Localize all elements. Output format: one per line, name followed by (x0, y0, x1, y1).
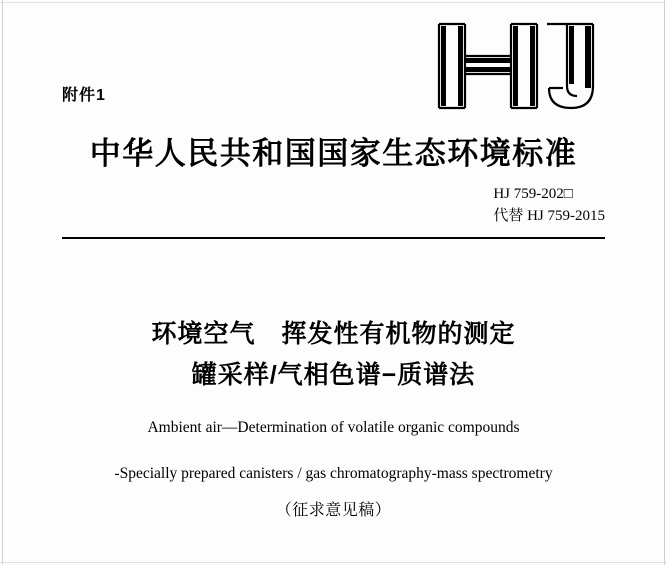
english-title-line-1: Ambient air—Determination of volatile organic compounds (147, 419, 520, 436)
hj-logo-icon (425, 18, 605, 113)
standard-code-block (493, 184, 605, 228)
standard-code: HJ 759-202□ (493, 186, 573, 202)
page-title: 中华人民共和国国家生态环境标准 (89, 136, 578, 171)
chinese-title-line-1: 环境空气 挥发性有机物的测定 (151, 320, 516, 348)
chinese-title-line-2: 罐采样/气相色谱−质谱法 (191, 360, 476, 389)
replaces-code: 代替 HJ 759-2015 (493, 207, 605, 224)
page-edge-top (0, 2, 667, 3)
document-chinese-title (0, 314, 667, 395)
draft-status-label: （征求意见稿） (275, 502, 392, 519)
document-english-title (0, 416, 667, 486)
horizontal-divider (62, 237, 605, 239)
english-title-line-2: -Specially prepared canisters / gas chromatography-mass spectrometry (114, 465, 553, 483)
page-edge-bottom (0, 562, 667, 563)
attachment-label: 附件1 (62, 87, 106, 104)
